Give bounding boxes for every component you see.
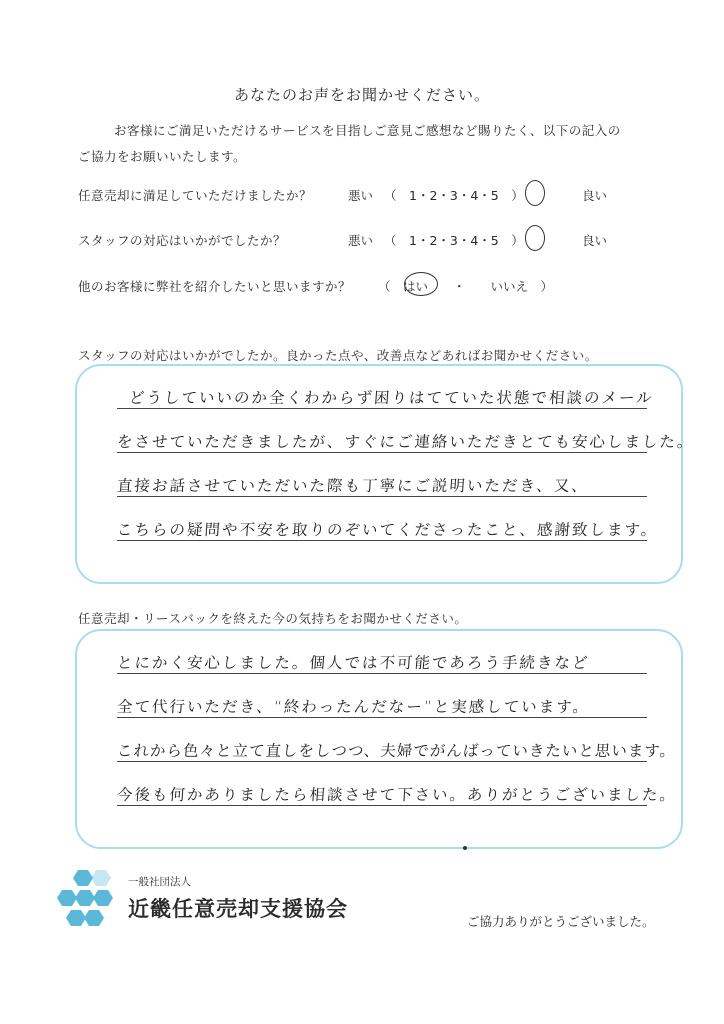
form-title: あなたのお声をお聞かせください。 xyxy=(233,86,490,104)
section-2-label: 任意売却・リースバックを終えた今の気持ちをお聞かせください。 xyxy=(78,611,468,626)
section-1-label: スタッフの対応はいかがでしたか。良かった点や、改善点などあればお聞かせください。 xyxy=(78,348,598,363)
answer-circle-q3 xyxy=(404,272,438,296)
ink-dot xyxy=(463,846,467,850)
rating-circle-q1 xyxy=(525,180,545,206)
section-2-line-3: これから色々と立て直しをしつつ、夫婦でがんばっていきたいと思います。 xyxy=(116,742,677,760)
section-1-line-1: どうしていいのか全くわからず困りはてていた状態で相談のメール xyxy=(128,389,655,407)
question-2-text: スタッフの対応はいかがでしたか？ xyxy=(78,233,287,248)
question-2-scale: （ 1・2・3・4・5 ） xyxy=(384,233,524,248)
question-1-scale: （ 1・2・3・4・5 ） xyxy=(384,188,524,203)
org-type: 一般社団法人 xyxy=(128,876,191,888)
question-1-text: 任意売却に満足していただけましたか？ xyxy=(78,188,313,203)
question-3-scale: （ はい ・ いいえ ） xyxy=(378,279,554,294)
question-1-low: 悪い xyxy=(348,188,374,203)
intro-line-2: ご協力をお願いいたします。 xyxy=(78,149,247,164)
section-1-line-4: こちらの疑問や不安を取りのぞいてくださったこと、感謝致します。 xyxy=(116,521,659,539)
section-1-answer-box xyxy=(75,364,696,584)
section-2-answer-box xyxy=(75,629,683,849)
hexagon-logo-icon xyxy=(56,868,120,930)
intro-line-1: お客様にご満足いただけるサービスを目指しご意見ご感想など賜りたく、以下の記入の xyxy=(114,123,621,138)
org-name: 近畿任意売却支援協会 xyxy=(128,897,348,921)
question-3-text: 他のお客様に弊社を紹介したいと思いますか？ xyxy=(78,279,352,294)
section-2-line-2: 全て代行いただき、“終わったんだなー”と実感しています。 xyxy=(116,698,591,716)
section-1-line-2: をさせていただきましたが、すぐにご連絡いただきとても安心しました。 xyxy=(116,433,696,451)
rating-circle-q2 xyxy=(525,225,545,251)
question-2-low: 悪い xyxy=(348,233,374,248)
question-2-high: 良い xyxy=(582,233,608,248)
thanks-text: ご協力ありがとうございました。 xyxy=(467,914,655,929)
question-1-high: 良い xyxy=(582,188,608,203)
section-1-line-3: 直接お話させていただいた際も丁寧にご説明いただき、又、 xyxy=(116,477,590,495)
section-2-line-4: 今後も何かありましたら相談させて下さい。ありがとうございました。 xyxy=(116,786,678,804)
section-2-line-1: とにかく安心しました。個人では不可能であろう手続きなど xyxy=(116,654,591,672)
